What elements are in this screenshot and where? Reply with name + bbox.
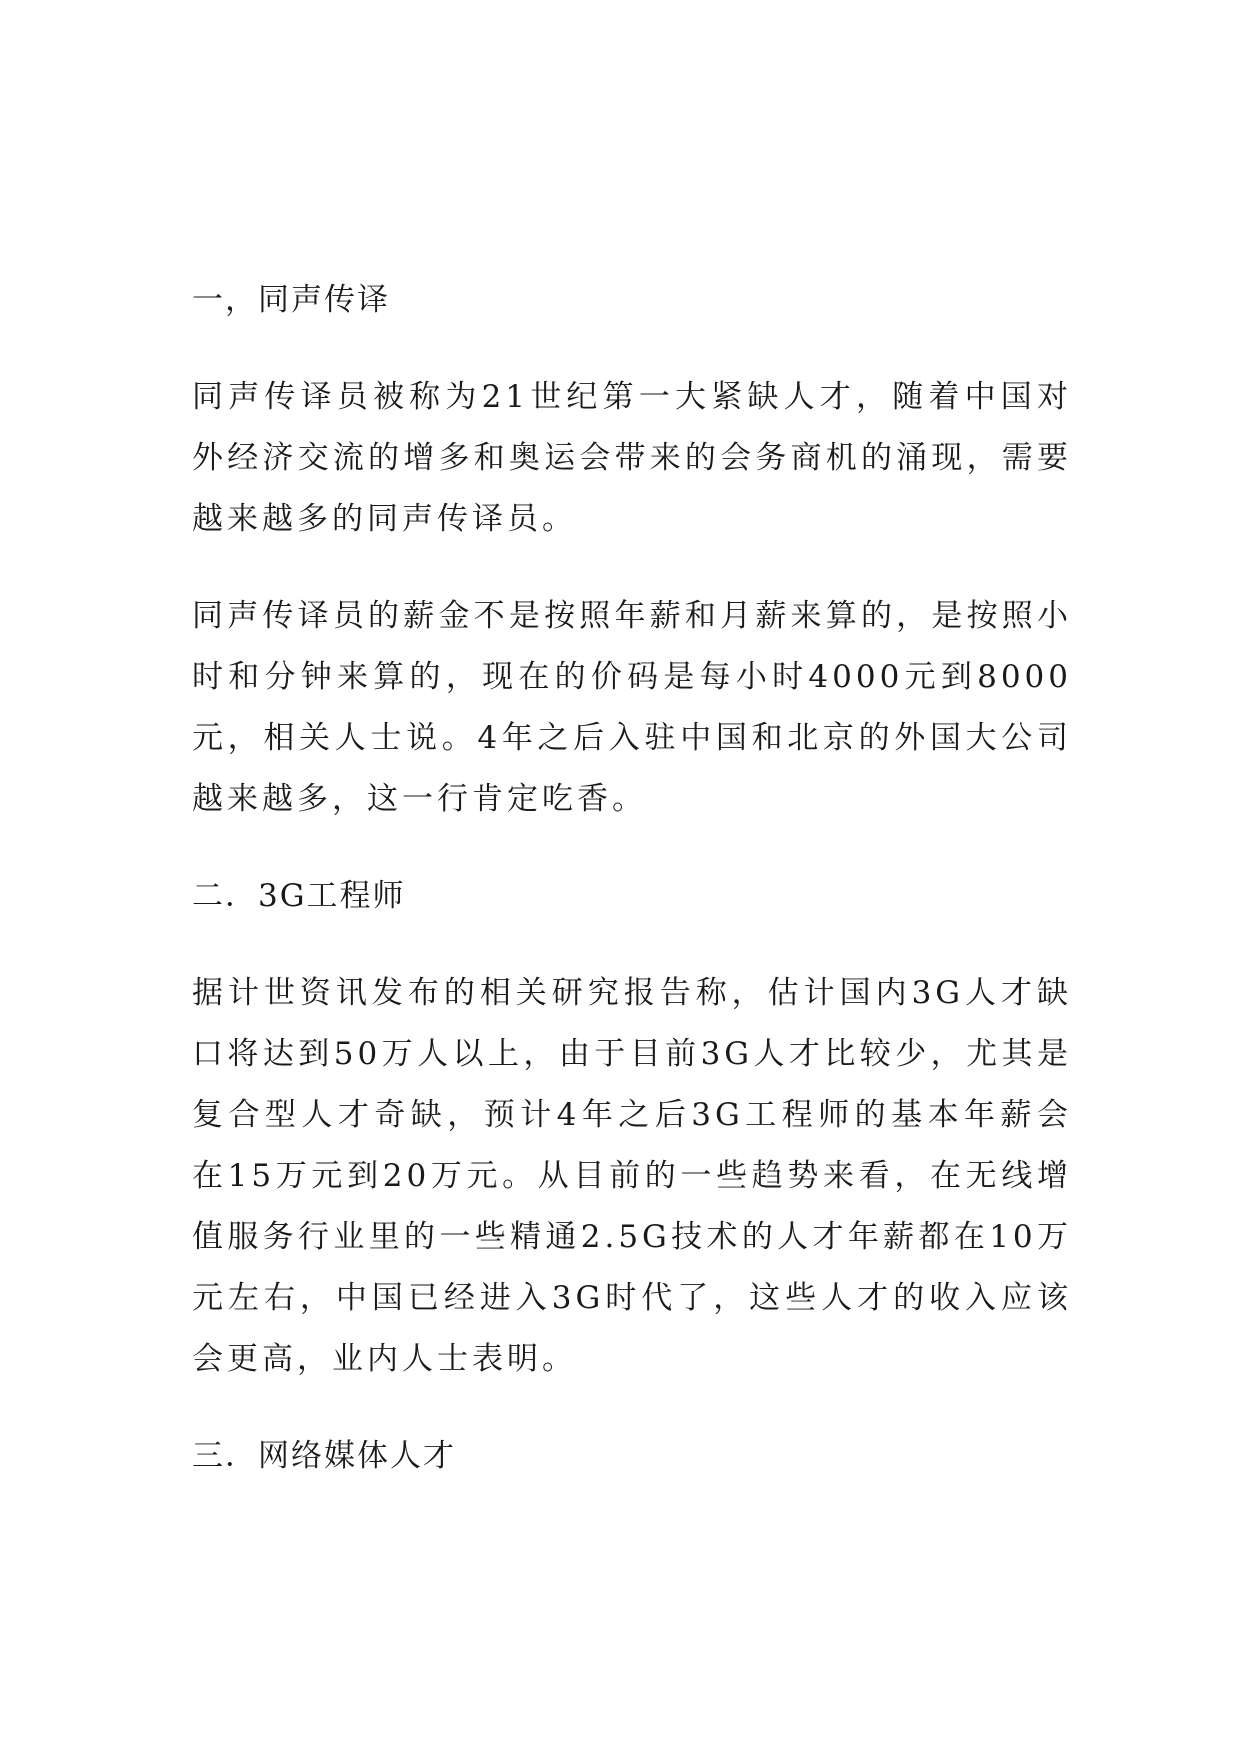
paragraph: 据计世资讯发布的相关研究报告称，估计国内3G人才缺口将达到50万人以上，由于目前3G人才比较少，尤其是复合型人才奇缺，预计4年之后3G工程师的基本年薪会在15万元到20万元。从目前的一些趋势来看，在无线增值服务行业里的一些精通2.5G技术的人才年薪都在10万元左右，中国已经进入3G时代了，这些人才的收入应该会更高，业内人士表明。 xyxy=(192,975,1072,1377)
section-heading-3g-engineer: 二．3G工程师 xyxy=(192,878,406,914)
section-heading-interpretation: 一，同声传译 xyxy=(192,282,390,318)
paragraph: 同声传译员被称为21世纪第一大紧缺人才，随着中国对外经济交流的增多和奥运会带来的会务商机的涌现，需要越来越多的同声传译员。 xyxy=(192,379,1072,537)
paragraph: 同声传译员的薪金不是按照年薪和月薪来算的，是按照小时和分钟来算的，现在的价码是每小时4000元到8000元，相关人士说。4年之后入驻中国和北京的外国大公司越来越多，这一行肯定吃香。 xyxy=(192,598,1072,817)
document-body xyxy=(192,270,1072,1523)
section-heading-network-media: 三．网络媒体人才 xyxy=(192,1438,456,1474)
